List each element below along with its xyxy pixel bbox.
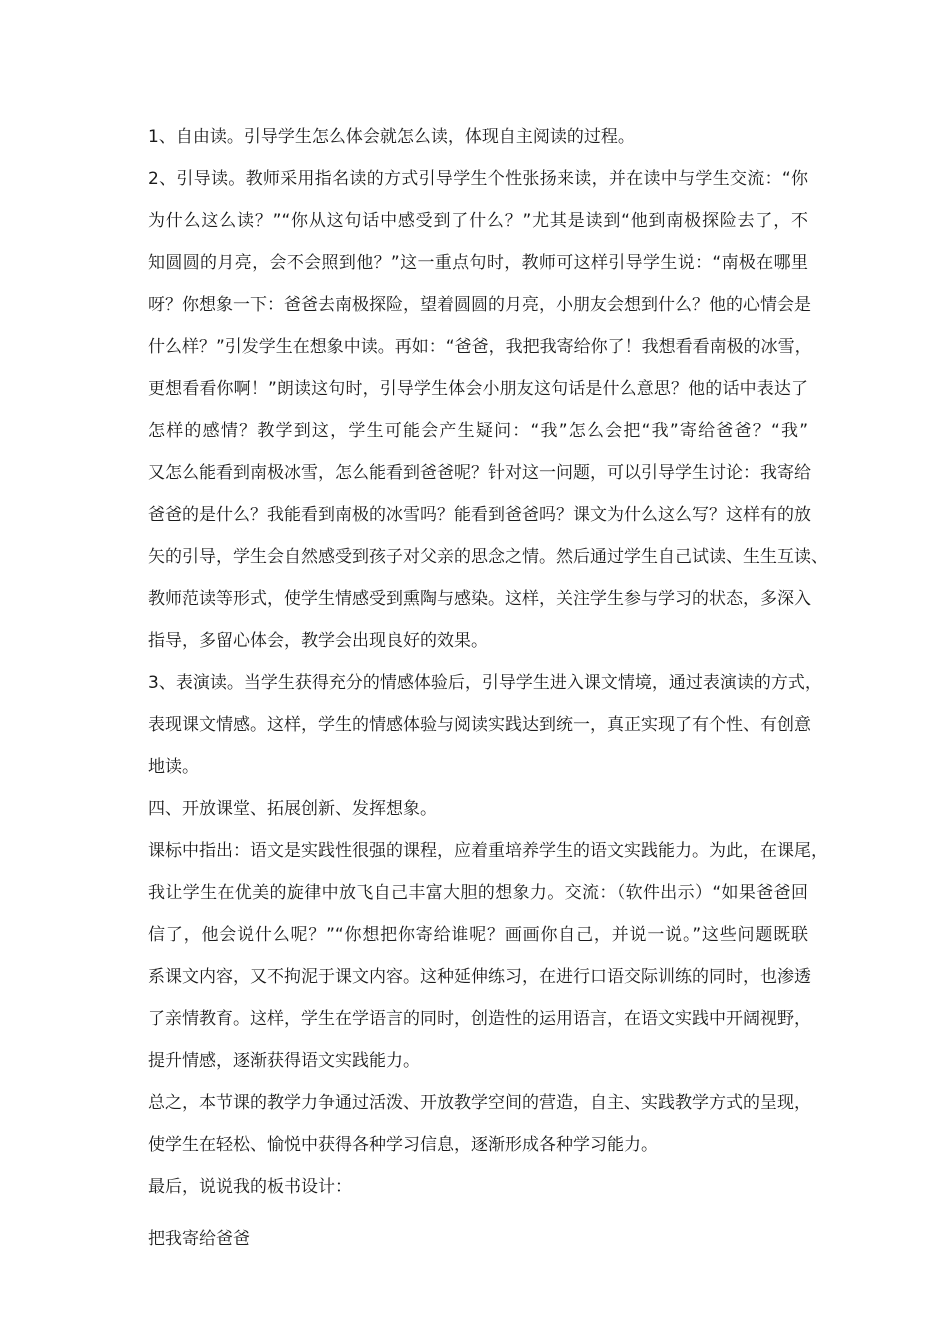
text-line: 怎样的感情？教学到这，学生可能会产生疑问：“我”怎么会把“我”寄给爸爸？“我”: [148, 421, 808, 441]
text-line: 总之，本节课的教学力争通过活泼、开放教学空间的营造，自主、实践教学方式的呈现，: [148, 1093, 811, 1113]
paragraph-guided-reading: [148, 158, 828, 662]
text-line: 系课文内容，又不拘泥于课文内容。这种延伸练习，在进行口语交际训练的同时，也渗透: [148, 967, 811, 987]
text-line: 什么样？”引发学生在想象中读。再如：“爸爸，我把我寄给你了！我想看看南极的冰雪，: [148, 337, 812, 357]
text-line: 地读。: [148, 757, 199, 777]
text-line: 知圆圆的月亮，会不会照到他？”这一重点句时，教师可这样引导学生说：“南极在哪里: [148, 253, 808, 273]
text-line: 更想看看你啊！”朗读这句时，引导学生体会小朋友这句话是什么意思？他的话中表达了: [148, 379, 808, 399]
text-line: 2、引导读。教师采用指名读的方式引导学生个性张扬来读，并在读中与学生交流：“你: [148, 169, 808, 189]
paragraph-board-design-intro: [148, 1166, 808, 1208]
text-line: 信了，他会说什么呢？”“你想把你寄给谁呢？画画你自己，并说一说。”这些问题既联: [148, 925, 808, 945]
text-line: 我让学生在优美的旋律中放飞自己丰富大胆的想象力。交流：（软件出示）“如果爸爸回: [148, 883, 808, 903]
text-line: 最后，说说我的板书设计：: [148, 1177, 352, 1197]
paragraph-curriculum-standard: [148, 830, 828, 1082]
text-line: 3、表演读。当学生获得充分的情感体验后，引导学生进入课文情境，通过表演读的方式，: [148, 673, 822, 693]
text-line: 课标中指出：语文是实践性很强的课程，应着重培养学生的语文实践能力。为此，在课尾，: [148, 841, 828, 861]
text-line: 提升情感，逐渐获得语文实践能力。: [148, 1051, 420, 1071]
text-line: 教师范读等形式，使学生情感受到熏陶与感染。这样，关注学生参与学习的状态，多深入: [148, 589, 811, 609]
paragraph-performance-reading: [148, 662, 822, 788]
text-line: 为什么这么读？”“你从这句话中感受到了什么？”尤其是读到“他到南极探险去了，不: [148, 211, 808, 231]
text-line: 爸爸的是什么？我能看到南极的冰雪吗？能看到爸爸吗？课文为什么这么写？这样有的放: [148, 505, 811, 525]
paragraph-free-reading: [148, 116, 808, 158]
text-line: 指导，多留心体会，教学会出现良好的效果。: [148, 631, 488, 651]
text-line: 矢的引导，学生会自然感受到孩子对父亲的思念之情。然后通过学生自己试读、生生互读、: [148, 547, 828, 567]
text-line: 使学生在轻松、愉悦中获得各种学习信息，逐渐形成各种学习能力。: [148, 1135, 658, 1155]
board-design-title: [148, 1218, 808, 1260]
board-title-text: 把我寄给爸爸: [148, 1229, 250, 1249]
text-line: 了亲情教育。这样，学生在学语言的同时，创造性的运用语言，在语文实践中开阔视野，: [148, 1009, 811, 1029]
paragraph-summary: [148, 1082, 811, 1166]
text-line: 又怎么能看到南极冰雪，怎么能看到爸爸呢？针对这一问题，可以引导学生讨论：我寄给: [148, 463, 811, 483]
section-heading: 四、开放课堂、拓展创新、发挥想象。: [148, 799, 437, 819]
text-line: 表现课文情感。这样，学生的情感体验与阅读实践达到统一，真正实现了有个性、有创意: [148, 715, 811, 735]
section-heading-open-classroom: [148, 788, 808, 830]
document-body: [148, 116, 828, 1260]
text-line: 1、自由读。引导学生怎么体会就怎么读，体现自主阅读的过程。: [148, 127, 635, 147]
text-line: 呀？你想象一下：爸爸去南极探险，望着圆圆的月亮，小朋友会想到什么？他的心情会是: [148, 295, 811, 315]
